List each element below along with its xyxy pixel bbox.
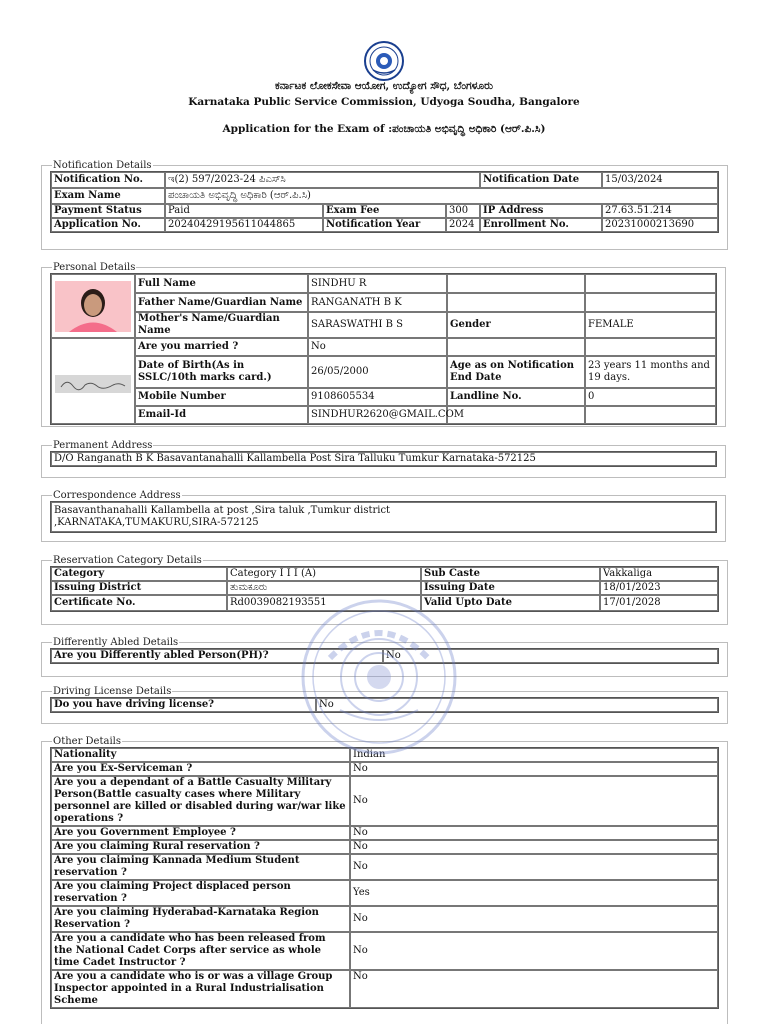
question-cell: Are you a dependant of a Battle Casualty Military Person(Battle casualty cases where Military personnel are killed or disabled during war/war like operations ?	[51, 776, 350, 826]
table-row	[51, 312, 716, 338]
value-cell: 20240429195611044865	[165, 218, 323, 232]
permanent-address-section	[41, 440, 726, 478]
section-legend: Notification Details	[53, 160, 152, 171]
empty-cell	[585, 338, 716, 356]
personal-details-section	[41, 262, 726, 427]
label-cell: Sub Caste	[421, 567, 600, 581]
value-cell: 27.63.51.214	[602, 204, 718, 218]
value-cell: Rd0039082193551	[227, 595, 421, 611]
table-row	[51, 172, 718, 188]
label-cell: Gender	[447, 312, 585, 338]
address-line-1: Basavanthanahalli Kallambella at post ,Sira taluk ,Tumkur district	[54, 505, 391, 516]
value-cell: 0	[585, 388, 716, 406]
table-row	[51, 698, 718, 712]
application-exam-title: Application for the Exam of :ಪಂಚಾಯತಿ ಅಭಿವೃದ್ಧಿ ಅಧಿಕಾರಿ (ಆರ್.ಪಿ.ಸಿ)	[222, 123, 546, 135]
table-row	[51, 932, 718, 970]
question-cell: Nationality	[51, 748, 350, 762]
table-row	[51, 854, 718, 880]
label-cell: Email-Id	[135, 406, 308, 424]
label-cell: Notification No.	[51, 172, 165, 188]
reservation-table	[50, 566, 719, 612]
section-legend: Differently Abled Details	[53, 637, 179, 648]
value-cell: 15/03/2024	[602, 172, 718, 188]
section-legend: Driving License Details	[53, 686, 172, 697]
empty-cell	[585, 274, 716, 293]
question-cell: Are you Government Employee ?	[51, 826, 350, 840]
label-cell: Exam Name	[51, 188, 165, 204]
correspondence-address-table	[50, 501, 717, 533]
table-row	[51, 188, 718, 204]
value-cell: 23 years 11 months and 19 days.	[585, 356, 716, 388]
empty-cell	[447, 338, 585, 356]
section-legend: Reservation Category Details	[53, 555, 202, 566]
value-cell: No	[308, 338, 447, 356]
other-details-table	[50, 747, 719, 1009]
value-cell: 18/01/2023	[600, 581, 718, 595]
answer-cell: No	[350, 932, 718, 970]
photo-cell	[51, 274, 135, 338]
label-cell: IP Address	[480, 204, 602, 218]
table-row	[51, 776, 718, 826]
label-cell: Do you have driving license?	[51, 698, 316, 712]
reservation-category-section	[41, 555, 728, 625]
table-row	[51, 218, 718, 232]
value-cell: SARASWATHI B S	[308, 312, 447, 338]
table-row	[51, 880, 718, 906]
label-cell: Mother's Name/Guardian Name	[135, 312, 308, 338]
label-cell: Category	[51, 567, 227, 581]
notification-details-section	[41, 160, 728, 250]
label-cell: Application No.	[51, 218, 165, 232]
value-cell: 300	[446, 204, 480, 218]
value-cell: 2024	[446, 218, 480, 232]
table-row	[51, 502, 716, 532]
label-cell: Age as on Notification End Date	[447, 356, 585, 388]
candidate-photo	[55, 281, 131, 332]
answer-cell: Yes	[350, 880, 718, 906]
permanent-address-value: D/O Ranganath B K Basavantanahalli Kallambella Post Sira Talluku Tumkur Karnataka-572125	[51, 452, 716, 466]
table-row	[51, 649, 718, 663]
table-row	[51, 356, 716, 388]
answer-cell: No	[350, 776, 718, 826]
label-cell: Are you married ?	[135, 338, 308, 356]
label-cell: Notification Year	[323, 218, 446, 232]
question-cell: Are you claiming Project displaced person reservation ?	[51, 880, 350, 906]
label-cell: Payment Status	[51, 204, 165, 218]
question-cell: Are you a candidate who has been released from the National Cadet Corps after service as whole time Cadet Instructor ?	[51, 932, 350, 970]
value-cell: Paid	[165, 204, 323, 218]
label-cell: Full Name	[135, 274, 308, 293]
table-row	[51, 906, 718, 932]
value-cell: 17/01/2028	[600, 595, 718, 611]
driving-license-section	[41, 686, 728, 724]
section-legend: Permanent Address	[53, 440, 153, 451]
table-row	[51, 567, 718, 581]
question-cell: Are you claiming Kannada Medium Student reservation ?	[51, 854, 350, 880]
empty-cell	[447, 406, 585, 424]
label-cell: Issuing Date	[421, 581, 600, 595]
value-cell: ಇ(2) 597/2023-24 ಪಿಎಸ್‌ಸಿ	[165, 172, 480, 188]
label-cell: Exam Fee	[323, 204, 446, 218]
empty-cell	[447, 274, 585, 293]
address-line-2: ,KARNATAKA,TUMAKURU,SIRA-572125	[54, 517, 259, 528]
value-cell: ತುಮಕೂರು	[227, 581, 421, 595]
value-cell: 9108605534	[308, 388, 447, 406]
personal-table	[50, 273, 717, 425]
value-cell: No	[316, 698, 718, 712]
question-cell: Are you claiming Rural reservation ?	[51, 840, 350, 854]
label-cell: Issuing District	[51, 581, 227, 595]
table-row	[51, 293, 716, 312]
label-cell: Landline No.	[447, 388, 585, 406]
section-legend: Other Details	[53, 736, 121, 747]
empty-cell	[585, 406, 716, 424]
table-row	[51, 338, 716, 356]
kpsc-emblem-icon	[363, 40, 405, 82]
value-cell: SINDHU R	[308, 274, 447, 293]
header-title-kannada: ಕರ್ನಾಟಕ ಲೋಕಸೇವಾ ಆಯೋಗ, ಉದ್ಯೋಗ ಸೌಧ, ಬೆಂಗಳೂರು	[274, 80, 494, 92]
table-row	[51, 406, 716, 424]
answer-cell: No	[350, 762, 718, 776]
table-row	[51, 762, 718, 776]
empty-cell	[447, 293, 585, 312]
header-title-english: Karnataka Public Service Commission, Udyoga Soudha, Bangalore	[188, 96, 580, 108]
label-cell: Valid Upto Date	[421, 595, 600, 611]
differently-abled-section	[41, 637, 728, 677]
table-row	[51, 826, 718, 840]
answer-cell: No	[350, 826, 718, 840]
value-cell: FEMALE	[585, 312, 716, 338]
label-cell: Enrollment No.	[480, 218, 602, 232]
correspondence-address-section	[41, 490, 726, 542]
value-cell: RANGANATH B K	[308, 293, 447, 312]
answer-cell: No	[350, 970, 718, 1008]
label-cell: Mobile Number	[135, 388, 308, 406]
label-cell: Are you Differently abled Person(PH)?	[51, 649, 383, 663]
candidate-signature	[55, 375, 131, 393]
answer-cell: Indian	[350, 748, 718, 762]
label-cell: Notification Date	[480, 172, 602, 188]
question-cell: Are you claiming Hyderabad-Karnataka Region Reservation ?	[51, 906, 350, 932]
label-cell: Date of Birth(As in SSLC/10th marks card.)	[135, 356, 308, 388]
table-row	[51, 274, 716, 293]
table-row	[51, 840, 718, 854]
differently-abled-table	[50, 648, 719, 664]
driving-license-table	[50, 697, 719, 713]
answer-cell: No	[350, 840, 718, 854]
question-cell: Are you Ex-Serviceman ?	[51, 762, 350, 776]
section-legend: Correspondence Address	[53, 490, 181, 501]
permanent-address-table	[50, 451, 717, 467]
value-cell: Vakkaliga	[600, 567, 718, 581]
value-cell: 26/05/2000	[308, 356, 447, 388]
label-cell: Father Name/Guardian Name	[135, 293, 308, 312]
table-row	[51, 452, 716, 466]
signature-cell	[51, 338, 135, 424]
table-row	[51, 970, 718, 1008]
answer-cell: No	[350, 854, 718, 880]
value-cell: No	[383, 649, 718, 663]
notification-table	[50, 171, 719, 233]
value-cell: 20231000213690	[602, 218, 718, 232]
label-cell: Certificate No.	[51, 595, 227, 611]
table-row	[51, 748, 718, 762]
answer-cell: No	[350, 906, 718, 932]
value-cell: Category I I I (A)	[227, 567, 421, 581]
value-cell: SINDHUR2620@GMAIL.COM	[308, 406, 447, 424]
table-row	[51, 204, 718, 218]
value-cell: ಪಂಚಾಯತಿ ಅಭಿವೃದ್ಧಿ ಅಧಿಕಾರಿ (ಆರ್.ಪಿ.ಸಿ)	[165, 188, 718, 204]
other-details-section	[41, 736, 728, 1024]
table-row	[51, 581, 718, 595]
empty-cell	[585, 293, 716, 312]
question-cell: Are you a candidate who is or was a village Group Inspector appointed in a Rural Industrialisation Scheme	[51, 970, 350, 1008]
table-row	[51, 388, 716, 406]
table-row	[51, 595, 718, 611]
correspondence-address-value	[51, 502, 716, 532]
section-legend: Personal Details	[53, 262, 136, 273]
